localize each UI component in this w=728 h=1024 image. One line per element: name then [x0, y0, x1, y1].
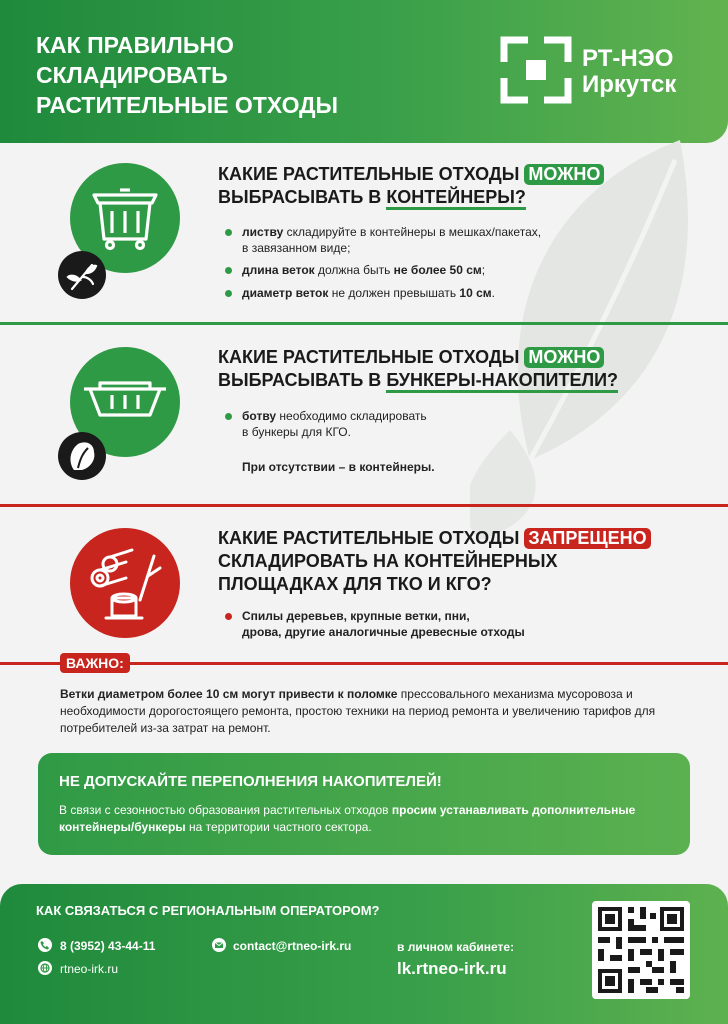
plant-sprout-icon — [58, 251, 106, 299]
bullet-dot — [225, 267, 232, 274]
contacts-footer — [0, 884, 728, 1024]
important-tag: ВАЖНО: — [60, 653, 130, 673]
logs-stump-icon — [70, 528, 180, 638]
phone-icon — [38, 938, 52, 952]
forbidden-tag: ЗАПРЕЩЕНО — [524, 528, 650, 549]
containers-underlined: КОНТЕЙНЕРЫ? — [386, 187, 526, 210]
cabinet-label: в личном кабинете: — [397, 940, 515, 954]
bullet-dot — [225, 229, 232, 236]
bunkers-underlined: БУНКЕРЫ-НАКОПИТЕЛИ? — [386, 370, 618, 393]
question-forbidden: КАКИЕ РАСТИТЕЛЬНЫЕ ОТХОДЫ ЗАПРЕЩЕНО СКЛАДИРОВАТЬ НА КОНТЕЙНЕРНЫХ ПЛОЩАДКАХ ДЛЯ ТКО И КГО? — [218, 527, 651, 596]
warning-text: В связи с сезонностью образования растительных отходов просим устанавливать дополнительные контейнеры/бункеры на территории частного сектора. — [59, 803, 636, 834]
bullet-dot — [225, 613, 232, 620]
warning-title: НЕ ДОПУСКАЙТЕ ПЕРЕПОЛНЕНИЯ НАКОПИТЕЛЕЙ! — [59, 773, 442, 790]
bullet-branch-length: длина веток должна быть не более 50 см; — [242, 263, 486, 277]
qr-code-icon[interactable] — [592, 901, 690, 999]
website-link[interactable]: rtneo-irk.ru — [60, 962, 119, 976]
phone-link[interactable]: 8 (3952) 43-44-11 — [60, 939, 156, 953]
overflow-warning-box — [38, 753, 690, 855]
divider-green — [0, 322, 728, 325]
email-icon — [212, 938, 226, 952]
header-banner — [0, 0, 728, 143]
brand-logo-icon — [500, 36, 572, 104]
allowed-tag: МОЖНО — [524, 164, 604, 185]
cabinet-link[interactable]: lk.rtneo-irk.ru — [397, 959, 507, 978]
logs-circle — [70, 528, 180, 638]
question-containers: КАКИЕ РАСТИТЕЛЬНЫЕ ОТХОДЫ МОЖНО ВЫБРАСЫВАТЬ В КОНТЕЙНЕРЫ? — [218, 163, 604, 209]
allowed-tag: МОЖНО — [524, 347, 604, 368]
bullet-leaves: листву складируйте в контейнеры в мешках/пакетах, в завязанном виде; — [242, 225, 542, 255]
important-text: Ветки диаметром более 10 см могут привести к поломке прессовального механизма мусоровоза и необходимости дорогостоящего ремонта, простою техники на период ремонта и увеличению тарифов для потребителей из-за затрат на ремонт. — [60, 687, 656, 735]
bullet-tops: ботву необходимо складировать в бункеры для КГО. — [242, 409, 427, 439]
bullet-branch-diameter: диаметр веток не должен превышать 10 см. — [242, 286, 495, 300]
leaf-cabbage-icon — [58, 432, 106, 480]
contacts-title: КАК СВЯЗАТЬСЯ С РЕГИОНАЛЬНЫМ ОПЕРАТОРОМ? — [36, 903, 380, 918]
bullet-dot — [225, 413, 232, 420]
bunker-note: При отсутствии – в контейнеры. — [242, 460, 435, 474]
divider-red — [0, 504, 728, 507]
leaf-badge — [58, 432, 106, 480]
brand-name: РТ-НЭО Иркутск — [582, 45, 677, 98]
page-title: КАК ПРАВИЛЬНО СКЛАДИРОВАТЬ РАСТИТЕЛЬНЫЕ ОТХОДЫ — [36, 32, 339, 118]
bullet-dot — [225, 290, 232, 297]
globe-icon — [38, 961, 52, 975]
bullet-forbidden: Спилы деревьев, крупные ветки, пни, дрова, другие аналогичные древесные отходы — [242, 609, 525, 639]
email-link[interactable]: contact@rtneo-irk.ru — [233, 939, 352, 953]
plant-badge — [58, 251, 106, 299]
question-bunkers: КАКИЕ РАСТИТЕЛЬНЫЕ ОТХОДЫ МОЖНО ВЫБРАСЫВАТЬ В БУНКЕРЫ-НАКОПИТЕЛИ? — [218, 346, 618, 392]
